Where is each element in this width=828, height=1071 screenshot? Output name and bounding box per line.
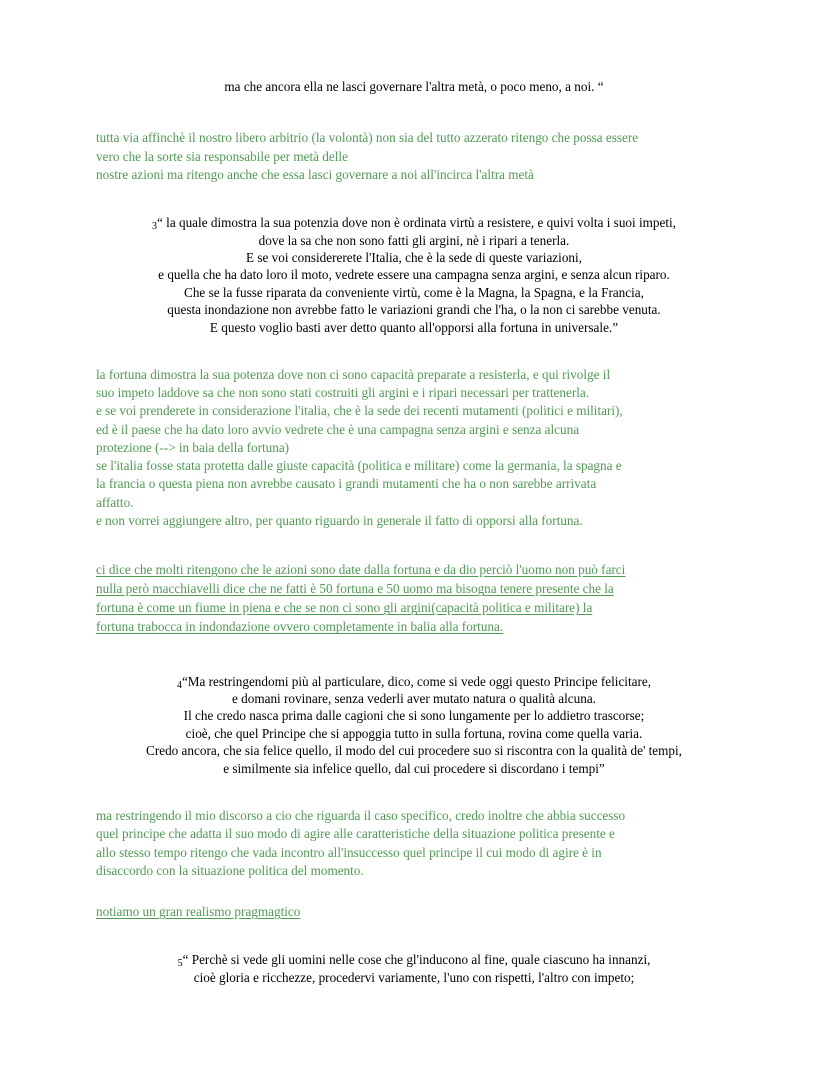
text-line: fortuna trabocca in indondazione ovvero completamente in balia alla fortuna. xyxy=(96,619,504,635)
passage-marker: 4 xyxy=(176,679,182,691)
text-line: Il che credo nasca prima dalle cagioni che si sono lungamente per lo addietro trascorse; xyxy=(183,708,645,724)
spacer xyxy=(96,651,732,673)
text-line: ci dice che molti ritengono che le azioni sono date dalla fortuna e da dio perciò l'uomo non può farci xyxy=(96,562,626,577)
text-line: questa inondazione non avrebbe fatto le variazioni grandi che l'ha, o la non ci sarebbe venuta. xyxy=(167,302,661,318)
text-line: allo stesso tempo ritengo che vada incontro all'insuccesso quel principe il cui modo di agire è in xyxy=(96,844,602,860)
text-line xyxy=(96,673,732,690)
green-underlined-note xyxy=(96,560,732,637)
text-line: vero che la sorte sia responsabile per metà delle xyxy=(96,148,348,164)
text-line: Che se la fusse riparata da conveniente virtù, come è la Magna, la Spagna, e la Francia, xyxy=(184,284,644,300)
green-commentary xyxy=(96,129,732,184)
text-line: suo impeto laddove sa che non sono stati costruiti gli argini e i ripari necessari per trattenerla. xyxy=(96,385,590,401)
passage-marker: 5 xyxy=(177,958,183,970)
text-line: nulla però macchiavelli dice che ne fatti è 50 fortuna e 50 uomo ma bisogna tenere presente che la xyxy=(96,581,614,597)
spacer xyxy=(96,935,732,951)
text-line: ed è il paese che ha dato loro avvio vedrete che è una campagna senza argini e senza alcuna xyxy=(96,421,580,437)
text-line: ma che ancora ella ne lasci governare l'altra metà, o poco meno, a noi. “ xyxy=(224,79,604,94)
spacer xyxy=(96,894,732,902)
green-commentary xyxy=(96,807,732,880)
text-line: la francia o questa piena non avrebbe causato i grandi mutamenti che ha o non sarebbe arrivata xyxy=(96,476,597,492)
text-line: Credo ancora, che sia felice quello, il modo del cui procedere suo si riscontra con la qualità de' tempi, xyxy=(146,743,682,759)
spacer xyxy=(96,121,732,129)
text-line: se l'italia fosse stata protetta dalle giuste capacità (politica e militare) come la germania, la spagna e xyxy=(96,458,622,474)
text-line: fortuna è come un fiume in piena e che se non ci sono gli argini(capacità politica e militare) la xyxy=(96,600,593,616)
text-line: E se voi considererete l'Italia, che è la sede di queste variazioni, xyxy=(246,249,582,265)
text-line: e quella che ha dato loro il moto, vedrete essere una campagna senza argini, e senza alcun riparo. xyxy=(158,267,670,283)
text-line: dove la sa che non sono fatti gli argini, nè i ripari a tenerla. xyxy=(258,232,570,248)
text-line: nostre azioni ma ritengo anche che essa lasci governare a noi all'incirca l'altra metà xyxy=(96,166,534,182)
text-line: protezione (--> in baia della fortuna) xyxy=(96,439,290,455)
text-line: disaccordo con la situazione politica del momento. xyxy=(96,862,364,878)
quoted-passage xyxy=(96,673,732,778)
text-line: E questo voglio basti aver detto quanto all'opporsi alla fortuna in universale.” xyxy=(209,319,619,335)
text-line: la fortuna dimostra la sua potenza dove non ci sono capacità preparate a resisterla, e qui rivolge il xyxy=(96,367,611,383)
spacer xyxy=(96,791,732,807)
text-line: cioè gloria e ricchezze, procedervi variamente, l'uno con rispetti, l'altro con impeto; xyxy=(193,969,635,985)
spacer xyxy=(96,350,732,366)
quoted-passage xyxy=(96,214,732,336)
text-line: e non vorrei aggiungere altro, per quanto riguardo in generale il fatto di opporsi alla fortuna. xyxy=(96,512,583,528)
text-line: cioè, che quel Principe che si appoggia tutto in sulla fortuna, rovina come quella varia. xyxy=(185,725,643,741)
quoted-passage xyxy=(96,951,732,986)
text-line-body: “ la quale dimostra la sua potenzia dove non è ordinata virtù a resistere, e quivi volta i suoi impeti, xyxy=(157,215,676,231)
text-line: e se voi prenderete in considerazione l'italia, che è la sede dei recenti mutamenti (politici e militari), xyxy=(96,403,623,419)
quoted-passage xyxy=(96,78,732,95)
green-commentary xyxy=(96,366,732,530)
passage-marker: 3 xyxy=(152,221,158,233)
text-line-body: “Ma restringendomi più al particulare, dico, come si vede oggi questo Principe felicitare, xyxy=(181,673,652,689)
text-line: quel principe che adatta il suo modo di agire alle caratteristiche della situazione politica presente e xyxy=(96,826,615,842)
spacer xyxy=(96,544,732,560)
text-line: e similmente sia infelice quello, dal cui procedere si discordano i tempi” xyxy=(223,760,605,776)
spacer xyxy=(96,198,732,214)
text-line: e domani rovinare, senza vederli aver mutato natura o qualità alcuna. xyxy=(232,690,596,706)
green-underlined-note xyxy=(96,902,732,921)
text-line: affatto. xyxy=(96,494,134,510)
text-line xyxy=(96,951,732,968)
text-line: ma restringendo il mio discorso a cio che riguarda il caso specifico, credo inoltre che abbia successo xyxy=(96,808,626,824)
text-line xyxy=(96,214,732,231)
text-line-body: “ Perchè si vede gli uomini nelle cose che gl'inducono al fine, quale ciascuno ha innanzi, xyxy=(182,952,651,968)
text-line: tutta via affinchè il nostro libero arbitrio (la volontà) non sia del tutto azzerato ritengo che possa essere xyxy=(96,130,639,146)
text-line: notiamo un gran realismo pragmagtico xyxy=(96,903,301,919)
